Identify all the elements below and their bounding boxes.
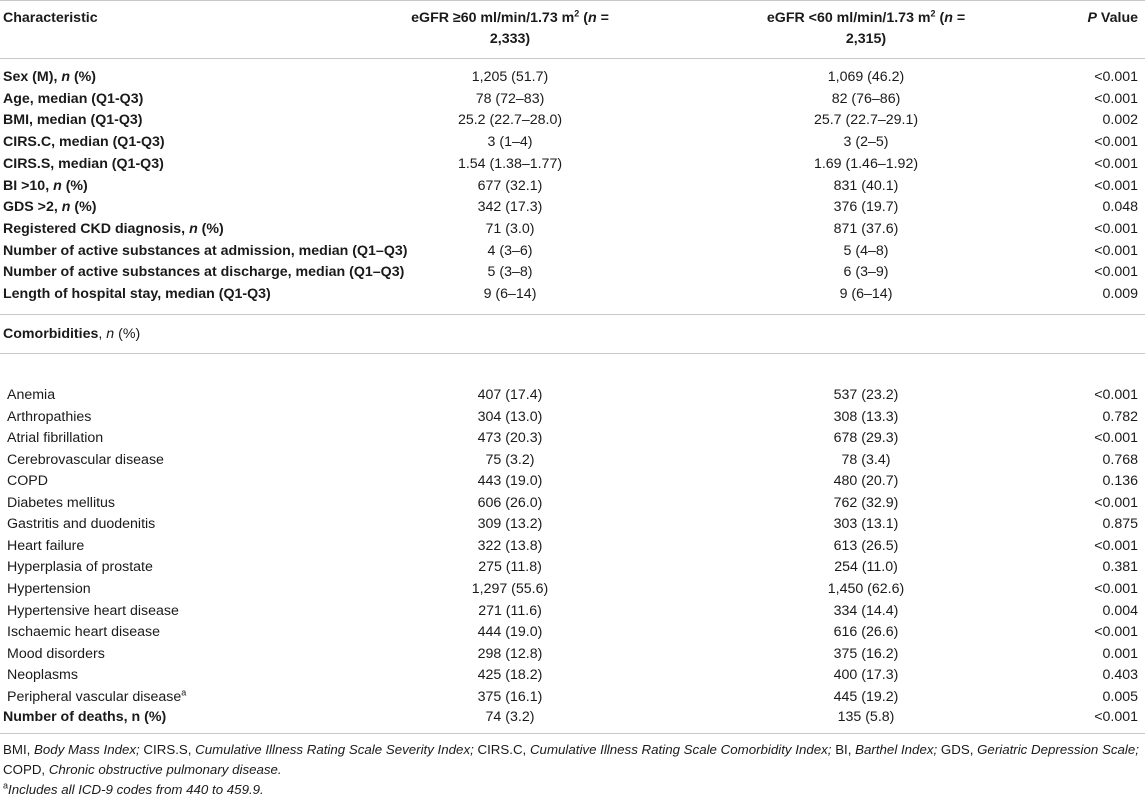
fn-cirss-abbr: CIRS.S, xyxy=(143,742,196,757)
cell-egfr-ge60: 75 (3.2) xyxy=(485,451,535,468)
comorbidities-heading-pct: (%) xyxy=(114,326,141,342)
row-label-pct: (%) xyxy=(61,177,88,194)
comorbidity-label-text: Hypertensive heart disease xyxy=(7,602,179,619)
table-row xyxy=(0,621,1145,643)
cell-egfr-ge60: 1.54 (1.38–1.77) xyxy=(457,155,563,172)
cell-pvalue: 0.403 xyxy=(1102,667,1138,684)
comorbidity-label-text: Arthropathies xyxy=(7,408,92,425)
cell-egfr-ge60: 275 (11.8) xyxy=(478,559,542,576)
cell-egfr-ge60: 25.2 (22.7–28.0) xyxy=(457,112,563,129)
row-label xyxy=(3,153,164,175)
header-egfr-lt60-eq: = xyxy=(952,10,966,26)
comorbidities-heading xyxy=(0,323,1145,345)
cell-egfr-lt60: 480 (20.7) xyxy=(833,473,899,490)
cell-egfr-ge60: 298 (12.8) xyxy=(477,645,543,662)
cell-egfr-lt60: 308 (13.3) xyxy=(833,408,899,425)
header-egfr-lt60-sup: 2 xyxy=(930,8,936,19)
cell-pvalue: <0.001 xyxy=(1094,177,1138,194)
cell-egfr-ge60: 1,205 (51.7) xyxy=(471,69,549,85)
comorbidity-label xyxy=(7,686,186,708)
comorbidity-label-text: Gastritis and duodenitis xyxy=(7,516,156,533)
icd-note xyxy=(3,780,1141,800)
cell-egfr-lt60: 871 (37.6) xyxy=(833,220,899,237)
cell-egfr-lt60: 303 (13.1) xyxy=(833,516,899,533)
comorbidity-label-text: Heart failure xyxy=(7,537,85,554)
table-footnotes xyxy=(3,740,1141,800)
cell-egfr-ge60: 677 (32.1) xyxy=(477,177,543,194)
deaths-egfr-lt60: 135 (5.8) xyxy=(837,709,895,725)
cell-pvalue: <0.001 xyxy=(1094,264,1138,281)
cell-pvalue: <0.001 xyxy=(1094,69,1138,85)
cell-egfr-lt60: 1,450 (62.6) xyxy=(827,580,905,597)
cell-egfr-lt60: 6 (3–9) xyxy=(843,264,889,281)
row-label-text: BI >10, xyxy=(3,177,54,194)
header-egfr-ge60-n: n xyxy=(587,10,597,26)
table-row xyxy=(0,600,1145,622)
cell-pvalue: <0.001 xyxy=(1094,580,1138,597)
cell-pvalue: <0.001 xyxy=(1094,134,1138,151)
cell-egfr-ge60: 9 (6–14) xyxy=(483,286,537,302)
table-row xyxy=(0,470,1145,492)
comorbidity-label xyxy=(7,513,155,535)
cell-pvalue: 0.005 xyxy=(1102,688,1138,705)
table-row xyxy=(0,535,1145,557)
table-row xyxy=(0,66,1145,88)
cell-egfr-lt60: 613 (26.5) xyxy=(833,537,899,554)
comorbidities-heading-n: n xyxy=(106,326,115,342)
table-row xyxy=(0,406,1145,428)
header-egfr-lt60 xyxy=(715,8,1017,50)
table-row xyxy=(0,492,1145,514)
cell-egfr-lt60: 1.69 (1.46–1.92) xyxy=(813,155,919,172)
cell-egfr-ge60: 304 (13.0) xyxy=(477,408,543,425)
table-row xyxy=(0,196,1145,218)
comorbidity-label-text: Atrial fibrillation xyxy=(7,430,104,447)
row-label-n: n xyxy=(61,69,71,85)
comorbidity-label-text: COPD xyxy=(7,473,48,490)
row-label xyxy=(3,196,96,218)
comorbidity-label xyxy=(7,470,48,492)
header-egfr-ge60-eq: = xyxy=(596,10,609,26)
comorbidities-heading-label xyxy=(3,323,140,345)
row-label-text: Number of active substances at discharge, median (Q1–Q3) xyxy=(3,264,405,281)
table-row xyxy=(0,578,1145,600)
cell-egfr-ge60: 407 (17.4) xyxy=(477,387,543,403)
cell-egfr-ge60: 443 (19.0) xyxy=(477,473,543,490)
row-label-text: Age, median (Q1-Q3) xyxy=(3,90,144,107)
comorbidity-label xyxy=(7,535,84,557)
cell-egfr-ge60: 473 (20.3) xyxy=(477,430,543,447)
cell-pvalue: <0.001 xyxy=(1094,220,1138,237)
row-label-pct: (%) xyxy=(197,220,224,237)
cell-pvalue: <0.001 xyxy=(1094,242,1138,259)
table-row xyxy=(0,240,1145,262)
comorbidity-label xyxy=(7,492,115,514)
header-pvalue xyxy=(1040,8,1138,29)
cell-egfr-ge60: 3 (1–4) xyxy=(487,134,533,151)
table-row xyxy=(0,384,1145,406)
cell-egfr-ge60: 342 (17.3) xyxy=(477,199,543,216)
cell-egfr-ge60: 5 (3–8) xyxy=(487,264,533,281)
row-label-n: n xyxy=(61,199,71,216)
comorbidity-label xyxy=(7,384,55,406)
deaths-egfr-ge60: 74 (3.2) xyxy=(485,709,535,725)
cell-pvalue: 0.001 xyxy=(1102,645,1138,662)
cell-pvalue: 0.768 xyxy=(1102,451,1138,468)
row-label xyxy=(3,175,88,197)
header-egfr-lt60-text: eGFR <60 ml/min/1.73 m xyxy=(766,10,931,26)
fn-cirsc-def: Cumulative Illness Rating Scale Comorbidity Index; xyxy=(529,742,836,757)
comorbidity-label-sup: a xyxy=(181,686,187,697)
table-row xyxy=(0,109,1145,131)
comorbidity-label-text: Cerebrovascular disease xyxy=(7,451,164,468)
table-row xyxy=(0,427,1145,449)
cell-pvalue: <0.001 xyxy=(1094,430,1138,447)
comorbidity-label-text: Hypertension xyxy=(7,580,91,597)
fn-gds-def: Geriatric Depression Scale; xyxy=(977,742,1139,757)
comorbidity-label-text: Neoplasms xyxy=(7,667,78,684)
header-egfr-ge60 xyxy=(355,8,665,50)
comorbidity-label-text: Peripheral vascular disease xyxy=(7,688,182,705)
comorbidity-label xyxy=(7,427,103,449)
icd-note-text: Includes all ICD-9 codes from 440 to 459.9. xyxy=(8,782,264,797)
cell-egfr-lt60: 678 (29.3) xyxy=(833,430,899,447)
cell-egfr-lt60: 537 (23.2) xyxy=(833,387,899,403)
fn-gds-abbr: GDS, xyxy=(940,742,978,757)
row-label-text: GDS >2, xyxy=(3,199,62,216)
header-egfr-ge60-sup: 2 xyxy=(574,8,580,19)
row-label xyxy=(3,261,404,283)
table-row xyxy=(0,261,1145,283)
header-egfr-ge60-open: ( xyxy=(579,10,588,26)
cell-egfr-lt60: 375 (16.2) xyxy=(833,645,899,662)
cell-egfr-ge60: 425 (18.2) xyxy=(477,667,543,684)
table-row xyxy=(0,153,1145,175)
header-egfr-lt60-open: ( xyxy=(935,10,945,26)
cell-pvalue: 0.004 xyxy=(1102,602,1138,619)
row-label-text: BMI, median (Q1-Q3) xyxy=(3,112,143,129)
deaths-pvalue: <0.001 xyxy=(1094,709,1138,725)
cell-egfr-lt60: 445 (19.2) xyxy=(833,688,899,705)
row-label xyxy=(3,218,224,240)
row-label xyxy=(3,131,165,153)
comorbidity-label-text: Diabetes mellitus xyxy=(7,494,116,511)
cell-pvalue: 0.009 xyxy=(1102,286,1138,302)
cell-egfr-lt60: 82 (76–86) xyxy=(831,90,901,107)
comorbidity-label xyxy=(7,406,91,428)
fn-bi-def: Barthel Index; xyxy=(855,742,941,757)
cell-pvalue: <0.001 xyxy=(1094,494,1138,511)
table-header xyxy=(0,4,1145,54)
comorbidity-label-text: Mood disorders xyxy=(7,645,105,662)
cell-pvalue: <0.001 xyxy=(1094,537,1138,554)
comorbidity-label xyxy=(7,643,105,665)
section-rule-top xyxy=(0,314,1145,315)
table-row xyxy=(0,513,1145,535)
cell-egfr-lt60: 376 (19.7) xyxy=(833,199,899,216)
cell-egfr-lt60: 5 (4–8) xyxy=(843,242,889,259)
table-row xyxy=(0,131,1145,153)
cell-egfr-lt60: 334 (14.4) xyxy=(833,602,899,619)
comorbidity-label xyxy=(7,578,91,600)
cell-pvalue: <0.001 xyxy=(1094,387,1138,403)
comorbidity-label xyxy=(7,449,164,471)
deaths-row xyxy=(0,706,1145,728)
row-label-n: n xyxy=(189,220,198,237)
comorbidity-label-text: Hyperplasia of prostate xyxy=(7,559,153,576)
cell-pvalue: 0.875 xyxy=(1102,516,1138,533)
header-egfr-lt60-count: 2,315) xyxy=(845,31,887,47)
cell-pvalue: 0.048 xyxy=(1102,199,1138,216)
header-egfr-ge60-text: eGFR ≥60 ml/min/1.73 m xyxy=(411,10,575,26)
fn-bi-abbr: BI, xyxy=(835,742,856,757)
table-row xyxy=(0,686,1145,708)
cell-egfr-ge60: 322 (13.8) xyxy=(477,537,543,554)
row-label xyxy=(3,109,143,131)
row-label-text: Length of hospital stay, median (Q1-Q3) xyxy=(3,286,271,302)
cell-egfr-lt60: 25.7 (22.7–29.1) xyxy=(813,112,919,129)
header-characteristic: Characteristic xyxy=(3,10,98,26)
cell-egfr-lt60: 78 (3.4) xyxy=(841,451,891,468)
comorbidity-label xyxy=(7,664,78,686)
cell-egfr-ge60: 271 (11.6) xyxy=(478,602,542,619)
cell-egfr-lt60: 762 (32.9) xyxy=(833,494,899,511)
cell-pvalue: 0.782 xyxy=(1102,408,1138,425)
comorbidities-heading-text: Comorbidities xyxy=(3,326,99,342)
cell-egfr-ge60: 4 (3–6) xyxy=(487,242,533,259)
row-label xyxy=(3,88,143,110)
table-row xyxy=(0,664,1145,686)
deaths-label: Number of deaths, n (%) xyxy=(3,709,167,725)
header-egfr-lt60-n: n xyxy=(944,10,953,26)
cell-egfr-ge60: 71 (3.0) xyxy=(485,220,535,237)
row-label-n: n xyxy=(53,177,62,194)
fn-cirss-def: Cumulative Illness Rating Scale Severity Index; xyxy=(195,742,478,757)
row-label-text: Registered CKD diagnosis, xyxy=(3,220,190,237)
cell-pvalue: 0.136 xyxy=(1102,473,1138,490)
cell-pvalue: <0.001 xyxy=(1094,155,1138,172)
table-row xyxy=(0,175,1145,197)
header-pvalue-rest: Value xyxy=(1096,10,1138,26)
comorbidity-label xyxy=(7,556,153,578)
cell-egfr-lt60: 254 (11.0) xyxy=(834,559,898,576)
cell-pvalue: <0.001 xyxy=(1094,90,1138,107)
comorbidity-label xyxy=(7,621,160,643)
comorbidity-label xyxy=(7,600,179,622)
cell-egfr-ge60: 606 (26.0) xyxy=(477,494,543,511)
fn-bmi-abbr: BMI, xyxy=(3,742,35,757)
table-row xyxy=(0,449,1145,471)
cell-egfr-lt60: 616 (26.6) xyxy=(833,624,899,641)
table-top-rule xyxy=(0,0,1145,1)
table-row xyxy=(0,643,1145,665)
cell-egfr-lt60: 831 (40.1) xyxy=(833,177,899,194)
table-row xyxy=(0,88,1145,110)
header-egfr-ge60-count: 2,333) xyxy=(489,31,531,47)
table-row xyxy=(0,218,1145,240)
row-label xyxy=(3,66,96,88)
header-rule xyxy=(0,58,1145,59)
row-label-text: Sex (M), xyxy=(3,69,62,85)
abbreviations-note xyxy=(3,740,1141,780)
comorbidities-heading-sep: , xyxy=(98,326,107,342)
icd-note-marker: a xyxy=(3,780,9,791)
table-row xyxy=(0,283,1145,305)
row-label-text: Number of active substances at admission, median (Q1–Q3) xyxy=(3,242,408,259)
comorbidity-label-text: Ischaemic heart disease xyxy=(7,624,160,641)
cell-egfr-lt60: 400 (17.3) xyxy=(833,667,899,684)
cell-egfr-lt60: 3 (2–5) xyxy=(843,134,889,151)
row-label-text: CIRS.S, median (Q1-Q3) xyxy=(3,155,164,172)
row-label xyxy=(3,283,271,305)
row-label-pct: (%) xyxy=(70,199,97,216)
cell-pvalue: 0.002 xyxy=(1102,112,1138,129)
cell-pvalue: 0.381 xyxy=(1102,559,1138,576)
cell-pvalue: <0.001 xyxy=(1094,624,1138,641)
fn-bmi-def: Body Mass Index; xyxy=(34,742,144,757)
comorbidity-label-text: Anemia xyxy=(7,387,56,403)
cell-egfr-ge60: 444 (19.0) xyxy=(477,624,543,641)
cell-egfr-ge60: 1,297 (55.6) xyxy=(471,580,549,597)
table-row xyxy=(0,556,1145,578)
cell-egfr-ge60: 309 (13.2) xyxy=(477,516,543,533)
row-label xyxy=(3,240,407,262)
cell-egfr-lt60: 9 (6–14) xyxy=(839,286,893,302)
fn-copd-def: Chronic obstructive pulmonary disease. xyxy=(48,762,282,777)
fn-cirsc-abbr: CIRS.C, xyxy=(477,742,530,757)
row-label-pct: (%) xyxy=(70,69,97,85)
cell-egfr-ge60: 375 (16.1) xyxy=(477,688,543,705)
cell-egfr-ge60: 78 (72–83) xyxy=(475,90,545,107)
header-pvalue-p: P xyxy=(1087,10,1097,26)
fn-copd-abbr: COPD, xyxy=(3,762,49,777)
cell-egfr-lt60: 1,069 (46.2) xyxy=(827,69,905,85)
table-bottom-rule xyxy=(0,733,1145,734)
row-label-text: CIRS.C, median (Q1-Q3) xyxy=(3,134,165,151)
section-rule-bottom xyxy=(0,353,1145,354)
